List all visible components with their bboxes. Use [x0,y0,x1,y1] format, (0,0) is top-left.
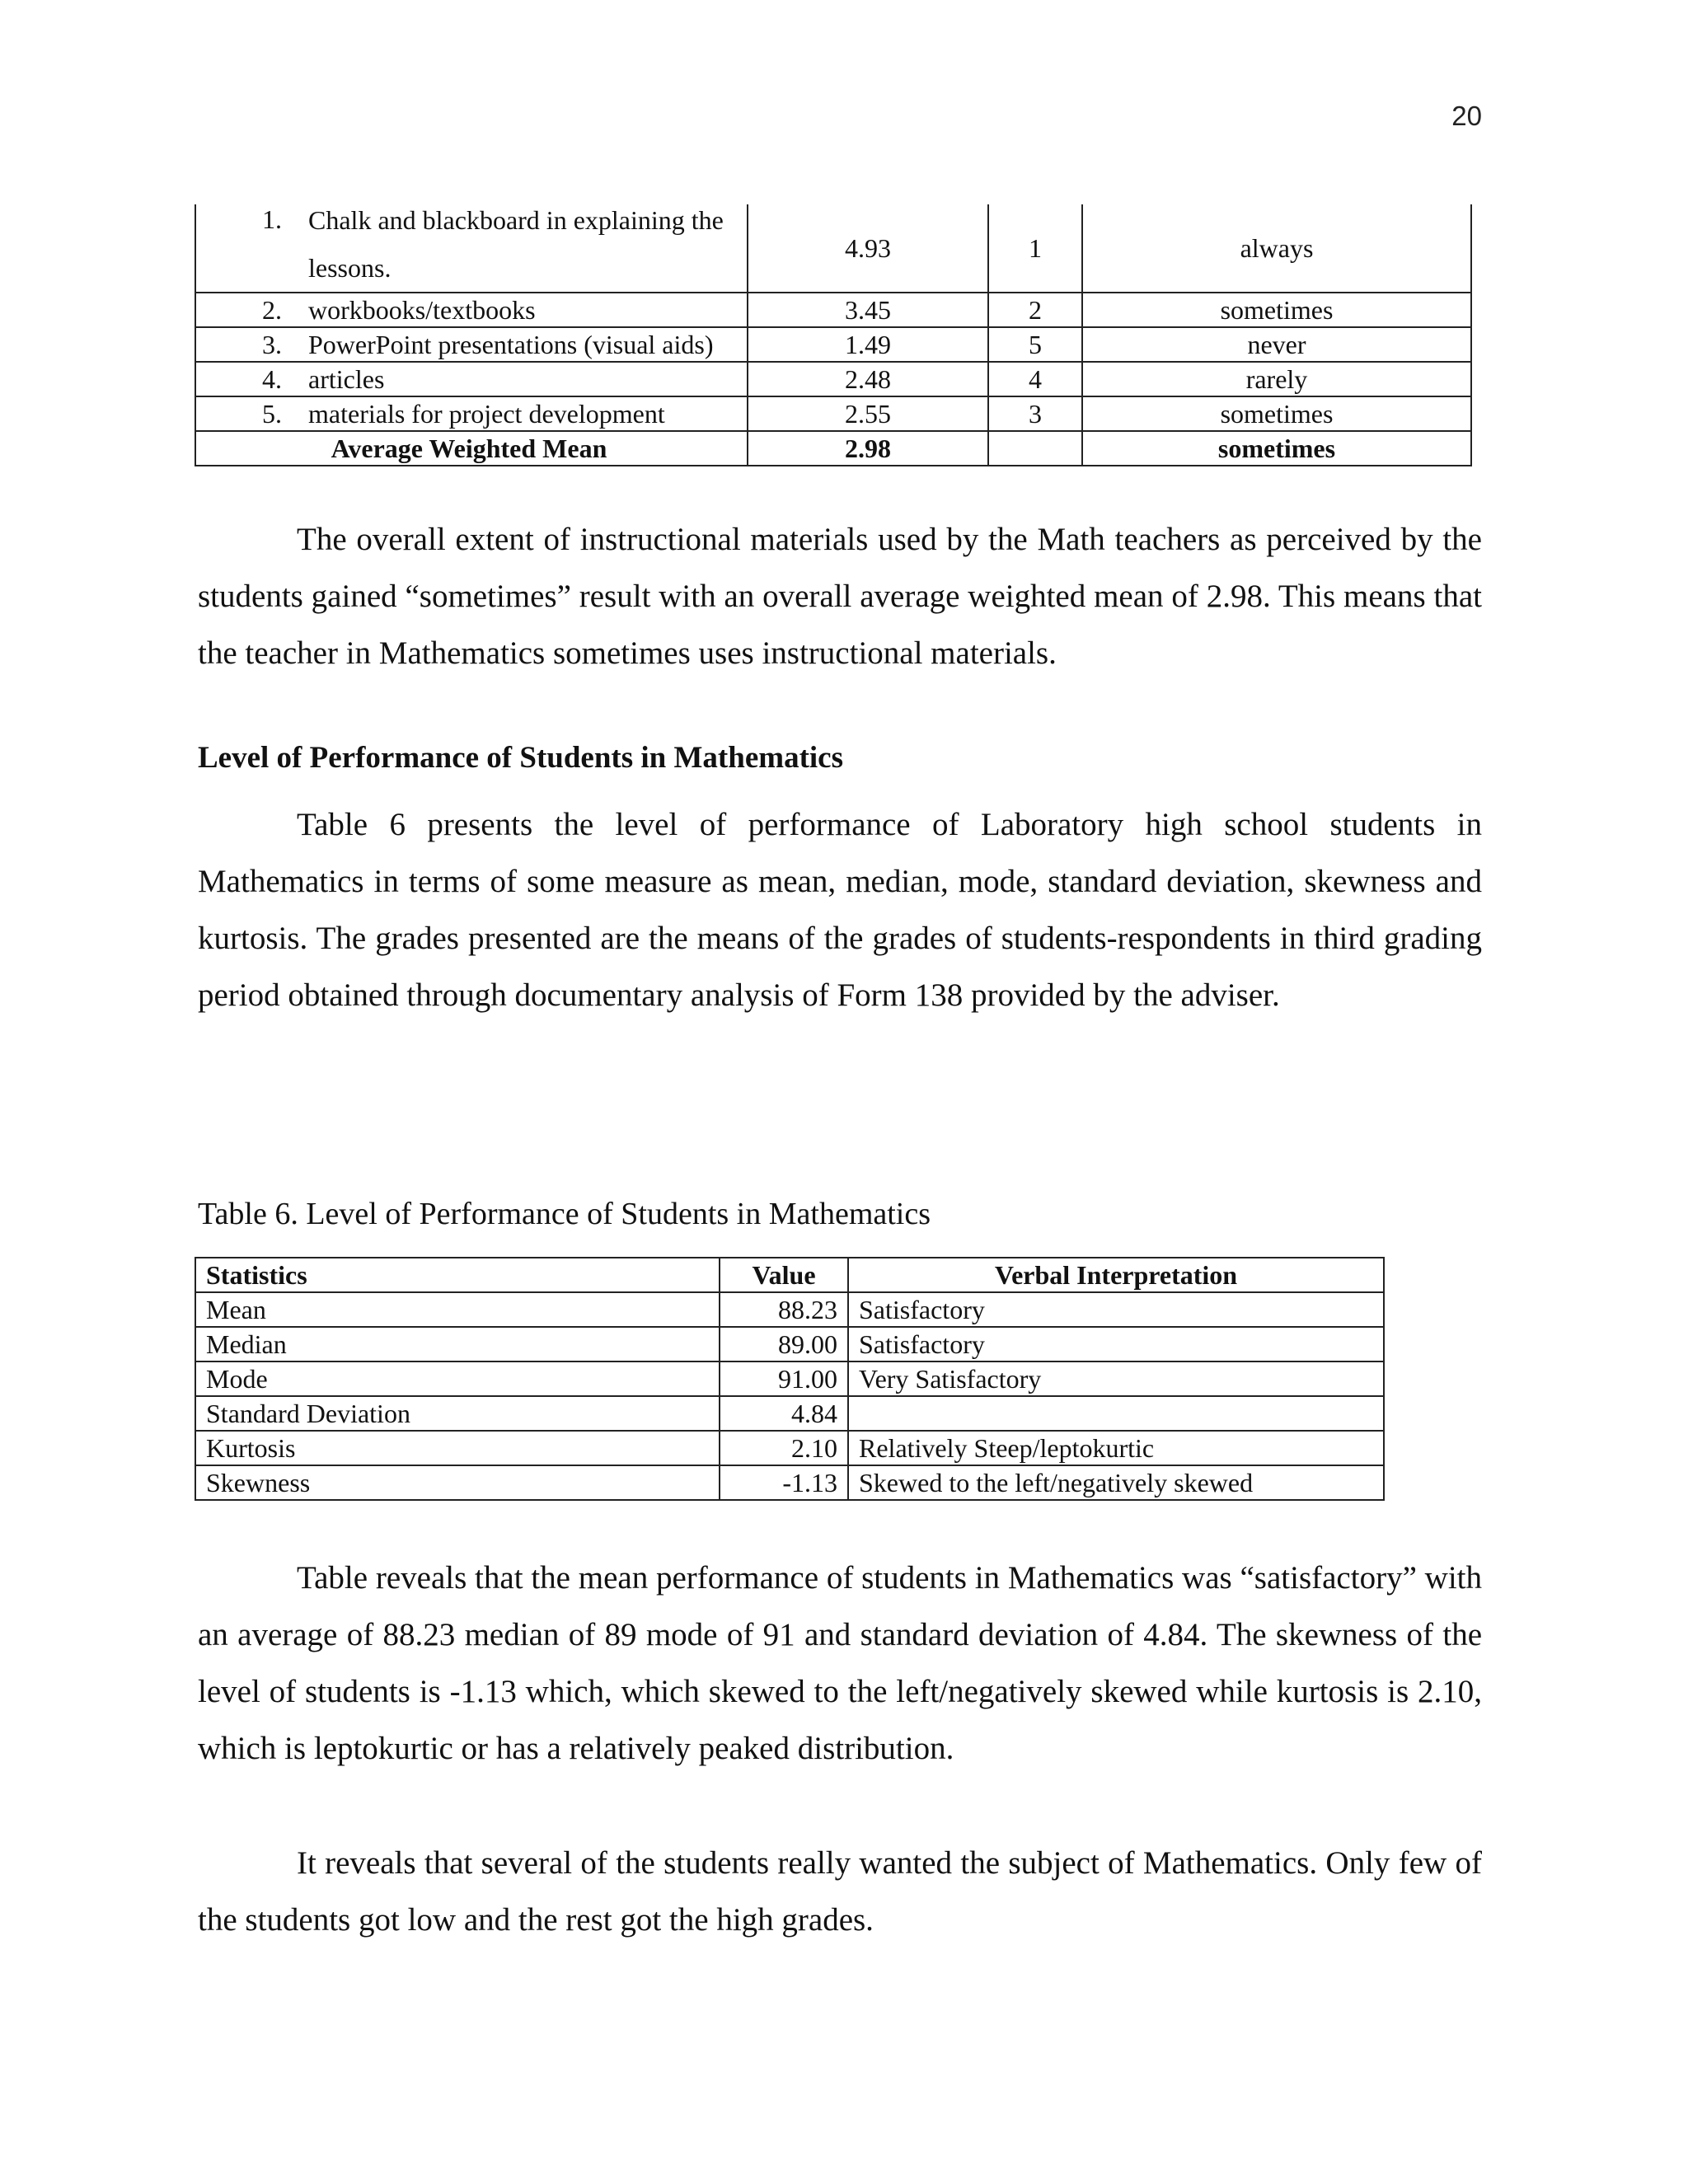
paragraph-conclusion: It reveals that several of the students really wanted the subject of Mathematics. Only few of the students got low and the rest got the high grades. [198,1845,1482,1938]
average-interpretation-cell: sometimes [1082,431,1471,466]
paragraph-overall-extent: The overall extent of instructional materials used by the Math teachers as perceived by the students gained “sometimes” result with an overall average weighted mean of 2.98. This means that the teacher in Mathematics sometimes uses instructional materials. [198,522,1482,671]
table-row [195,293,1471,327]
item-number: 4. [262,363,282,394]
weighted-mean-cell: 2.55 [748,396,988,431]
material-item [195,362,748,396]
average-label: Average Weighted Mean [195,431,748,466]
table-row [195,362,1471,396]
interpretation-cell: always [1082,204,1471,293]
item-label: materials for project development [308,398,665,429]
statistic-interpretation: Skewed to the left/negatively skewed [848,1465,1384,1500]
statistic-name: Standard Deviation [195,1396,720,1431]
table-row [195,1361,1384,1396]
table-row [195,1431,1384,1465]
interpretation-cell: never [1082,327,1471,362]
weighted-mean-cell: 3.45 [748,293,988,327]
performance-statistics-table [195,1257,1385,1501]
table-row [195,396,1471,431]
statistic-interpretation: Satisfactory [848,1292,1384,1327]
item-label: PowerPoint presentations (visual aids) [308,329,714,359]
statistic-value: 4.84 [720,1396,848,1431]
material-item [195,396,748,431]
average-rank-cell [988,431,1082,466]
header-value: Value [720,1258,848,1292]
table-header-row [195,1258,1384,1292]
statistic-name: Mean [195,1292,720,1327]
item-label: Chalk and blackboard in explaining the lessons. [308,205,724,283]
table-row [195,1292,1384,1327]
instructional-materials-table [195,204,1472,466]
statistic-name: Mode [195,1361,720,1396]
table6-caption: Table 6. Level of Performance of Students in Mathematics [198,1197,931,1231]
section-heading: Level of Performance of Students in Mathematics [198,741,843,775]
interpretation-cell: sometimes [1082,396,1471,431]
weighted-mean-cell: 1.49 [748,327,988,362]
material-item [195,204,748,293]
table-row [195,1465,1384,1500]
statistic-interpretation: Relatively Steep/leptokurtic [848,1431,1384,1465]
interpretation-cell: rarely [1082,362,1471,396]
statistic-interpretation: Satisfactory [848,1327,1384,1361]
statistic-value: 88.23 [720,1292,848,1327]
table-row [195,1396,1384,1431]
paragraph-table-reveals: Table reveals that the mean performance of students in Mathematics was “satisfactory” with an average of 88.23 median of 89 mode of 91 and standard deviation of 4.84. The skewness of the level of students is -1.13 which, which skewed to the left/negatively skewed while kurtosis is 2.10, which is leptokurtic or has a relatively peaked distribution. [198,1560,1482,1766]
item-number: 2. [262,294,282,325]
page-number: 20 [1451,101,1482,131]
weighted-mean-cell: 2.48 [748,362,988,396]
statistic-value: 2.10 [720,1431,848,1465]
rank-cell: 5 [988,327,1082,362]
paragraph-table6-intro: Table 6 presents the level of performance of Laboratory high school students in Mathematics in terms of some measure as mean, median, mode, standard deviation, skewness and kurtosis. The grades presented are the means of the grades of students-respondents in third grading period obtained through documentary analysis of Form 138 provided by the adviser. [198,807,1482,1013]
item-label: workbooks/textbooks [308,294,536,325]
material-item [195,327,748,362]
header-statistics: Statistics [195,1258,720,1292]
interpretation-cell: sometimes [1082,293,1471,327]
table-row [195,327,1471,362]
rank-cell: 1 [988,204,1082,293]
average-mean-cell: 2.98 [748,431,988,466]
item-label: articles [308,363,385,394]
statistic-name: Skewness [195,1465,720,1500]
average-row [195,431,1471,466]
weighted-mean-cell: 4.93 [748,204,988,293]
table-row [195,204,1471,293]
table-row [195,1327,1384,1361]
item-number: 5. [262,398,282,429]
statistic-name: Median [195,1327,720,1361]
item-number: 1. [262,204,282,234]
statistic-value: -1.13 [720,1465,848,1500]
rank-cell: 2 [988,293,1082,327]
material-item [195,293,748,327]
rank-cell: 3 [988,396,1082,431]
statistic-interpretation: Very Satisfactory [848,1361,1384,1396]
statistic-value: 91.00 [720,1361,848,1396]
statistic-name: Kurtosis [195,1431,720,1465]
header-verbal-interpretation: Verbal Interpretation [848,1258,1384,1292]
item-number: 3. [262,329,282,359]
rank-cell: 4 [988,362,1082,396]
statistic-value: 89.00 [720,1327,848,1361]
statistic-interpretation [848,1396,1384,1431]
